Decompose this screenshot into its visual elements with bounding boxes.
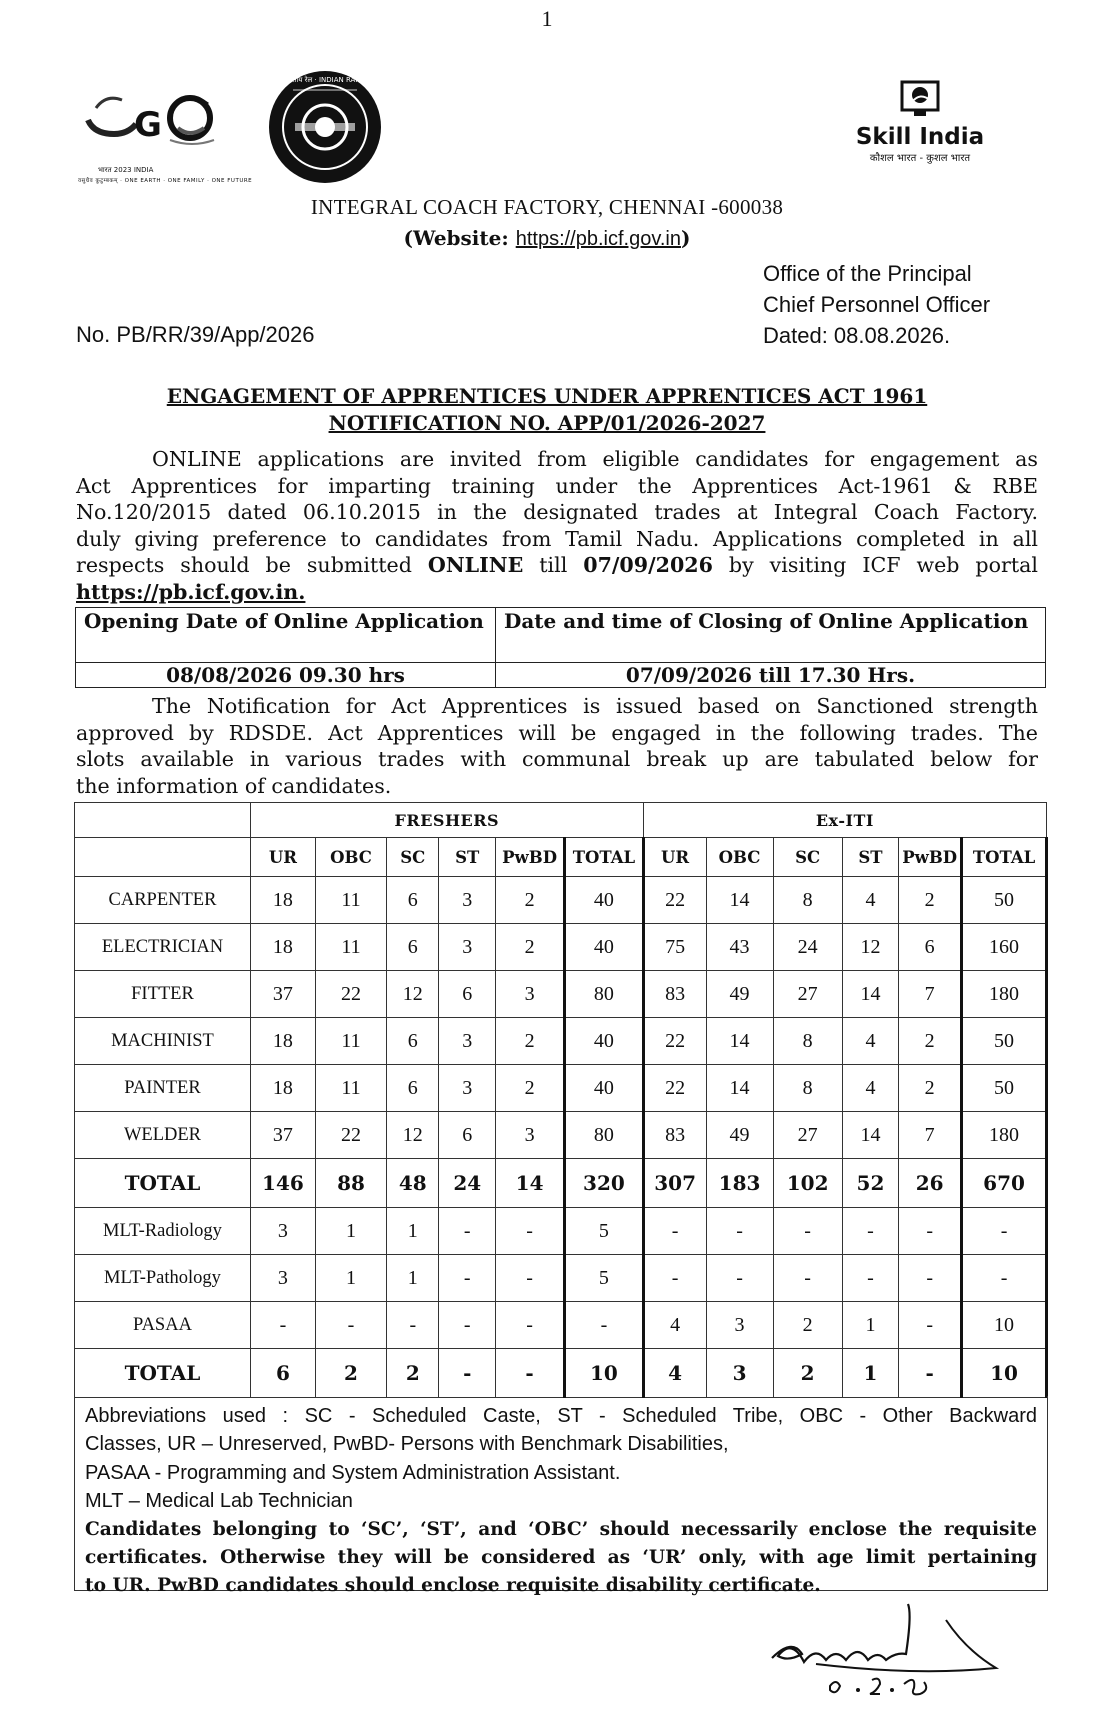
freshers-st-cell: - [439,1255,496,1302]
abbreviation-line: Classes, UR – Unreserved, PwBD- Persons with Benchmark Disabilities, [85,1433,729,1456]
freshers-pwbd-cell: 2 [496,877,565,924]
freshers-sc-cell: 6 [387,1065,439,1112]
freshers-ur-cell: 18 [250,1065,315,1112]
exiti-ur-cell: - [643,1208,706,1255]
indian-railways-logo [265,60,385,195]
exiti-st-cell: 4 [842,877,899,924]
group-ex-iti: Ex-ITI [643,803,1046,838]
freshers-obc-cell: 1 [315,1255,386,1302]
column-header-exiti-ur: UR [643,838,706,877]
exiti-obc-cell: 49 [706,1112,773,1159]
freshers-obc-cell: 11 [315,877,386,924]
column-header-exiti-st: ST [842,838,899,877]
office-block [763,258,990,351]
strength-line: approved by RDSDE. Act Apprentices will be engaged in the following trades. The [76,720,1038,745]
abbreviation-line: MLT – Medical Lab Technician [85,1490,353,1513]
column-header-freshers-st: ST [439,838,496,877]
exiti-st-cell: 1 [842,1302,899,1349]
exiti-sc-cell: 2 [773,1302,842,1349]
freshers-obc-cell: 2 [315,1349,386,1398]
opening-date-value: 08/08/2026 09.30 hrs [76,663,496,688]
intro-line: No.120/2015 dated 06.10.2015 in the designated trades at Integral Coach Factory. [76,500,1038,525]
freshers-total-cell: 5 [565,1208,644,1255]
exiti-pwbd-cell: 7 [899,1112,962,1159]
intro-line [76,552,1038,579]
dates-table [75,607,1046,688]
freshers-sc-cell: 1 [387,1208,439,1255]
title-line-2: NOTIFICATION NO. APP/01/2026-2027 [328,411,766,435]
trade-name: PASAA [75,1302,251,1349]
table-row [75,1112,1047,1159]
column-header-exiti-sc: SC [773,838,842,877]
column-trade [75,838,251,877]
freshers-sc-cell: 12 [387,1112,439,1159]
exiti-sc-cell: 8 [773,1065,842,1112]
opening-date-label: Opening Date of Online Application [76,608,496,663]
factory-name: INTEGRAL COACH FACTORY, CHENNAI -600038 [310,195,784,219]
freshers-obc-cell: 88 [315,1159,386,1208]
freshers-ur-cell: 18 [250,1018,315,1065]
freshers-total-cell: 80 [565,1112,644,1159]
closing-date-emphasis: 07/09/2026 [583,553,713,578]
column-header-freshers-obc: OBC [315,838,386,877]
column-header-freshers-ur: UR [250,838,315,877]
table-row [75,1208,1047,1255]
trade-name: ELECTRICIAN [75,924,251,971]
exiti-ur-cell: 75 [643,924,706,971]
freshers-sc-cell: 6 [387,877,439,924]
exiti-ur-cell: 22 [643,877,706,924]
freshers-obc-cell: 22 [315,1112,386,1159]
exiti-ur-cell: 83 [643,971,706,1018]
g20-caption: वसुधैव कुटुम्बकम् · ONE EARTH · ONE FAMILY · ONE FUTURE [78,178,253,184]
freshers-pwbd-cell: - [496,1349,565,1398]
page-number: 1 [541,6,553,31]
railways-text: भारतीय रेल · INDIAN RAILWAYS [283,76,381,84]
freshers-obc-cell: 11 [315,924,386,971]
exiti-pwbd-cell: - [899,1208,962,1255]
table-row [75,877,1047,924]
freshers-st-cell: 3 [439,877,496,924]
freshers-ur-cell: 37 [250,971,315,1018]
intro-text: by visiting ICF web portal [712,553,1038,578]
table-row [75,1018,1047,1065]
portal-link[interactable]: https://pb.icf.gov.in. [76,579,306,604]
exiti-pwbd-cell: 2 [899,877,962,924]
signature [760,1600,1020,1715]
trade-name: CARPENTER [75,877,251,924]
exiti-obc-cell: 14 [706,1018,773,1065]
reference-number: No. PB/RR/39/App/2026 [76,322,315,347]
trade-name: TOTAL [75,1349,251,1398]
exiti-obc-cell: - [706,1208,773,1255]
exiti-st-cell: - [842,1208,899,1255]
freshers-ur-cell: 3 [250,1208,315,1255]
g20-logo [78,70,258,190]
intro-text: respects should be submitted [76,553,428,578]
freshers-total-cell: - [565,1302,644,1349]
freshers-pwbd-cell: 14 [496,1159,565,1208]
trade-name: MACHINIST [75,1018,251,1065]
exiti-total-cell: 50 [962,1065,1047,1112]
exiti-ur-cell: 4 [643,1349,706,1398]
exiti-sc-cell: 24 [773,924,842,971]
exiti-st-cell: 14 [842,971,899,1018]
exiti-sc-cell: 102 [773,1159,842,1208]
intro-line: Act Apprentices for imparting training under the Apprentices Act-1961 & RBE [76,473,1038,498]
exiti-pwbd-cell: 7 [899,971,962,1018]
table-total-row [75,1349,1047,1398]
freshers-ur-cell: 18 [250,877,315,924]
freshers-pwbd-cell: 2 [496,1018,565,1065]
column-header-freshers-sc: SC [387,838,439,877]
strength-line: slots available in various trades with communal break up are tabulated below for [76,747,1038,772]
freshers-st-cell: 3 [439,924,496,971]
online-emphasis: ONLINE [427,553,524,578]
exiti-pwbd-cell: - [899,1302,962,1349]
exiti-obc-cell: - [706,1255,773,1302]
g20-sub-text: भारत 2023 INDIA [98,166,154,174]
column-header-freshers-pwbd: PwBD [496,838,565,877]
skill-india-logo [830,80,1010,170]
closing-date-label: Date and time of Closing of Online Application [496,608,1046,663]
dated: Dated: 08.08.2026. [763,323,951,348]
exiti-sc-cell: 2 [773,1349,842,1398]
trade-name: WELDER [75,1112,251,1159]
freshers-pwbd-cell: - [496,1208,565,1255]
exiti-total-cell: 10 [962,1302,1047,1349]
intro-line: duly giving preference to candidates from Tamil Nadu. Applications completed in all [76,526,1038,551]
table-row [75,924,1047,971]
exiti-sc-cell: 27 [773,1112,842,1159]
exiti-st-cell: - [842,1255,899,1302]
freshers-st-cell: - [439,1302,496,1349]
exiti-pwbd-cell: - [899,1255,962,1302]
freshers-ur-cell: 6 [250,1349,315,1398]
freshers-pwbd-cell: 2 [496,1065,565,1112]
trade-name: TOTAL [75,1159,251,1208]
abbreviations-box [74,1396,1048,1597]
freshers-sc-cell: 48 [387,1159,439,1208]
exiti-st-cell: 14 [842,1112,899,1159]
freshers-sc-cell: 6 [387,1018,439,1065]
exiti-total-cell: - [962,1255,1047,1302]
freshers-obc-cell: 11 [315,1065,386,1112]
exiti-pwbd-cell: 2 [899,1018,962,1065]
office-line-1: Office of the Principal [763,261,972,286]
trade-name: FITTER [75,971,251,1018]
exiti-st-cell: 4 [842,1065,899,1112]
exiti-ur-cell: - [643,1255,706,1302]
abbreviation-line: Abbreviations used : SC - Scheduled Caste, ST - Scheduled Tribe, OBC - Other Backward [85,1405,1037,1427]
website-line [0,226,1094,251]
g20-emblem-icon [78,70,258,170]
closing-date-value: 07/09/2026 till 17.30 Hrs. [496,663,1046,688]
table-total-row [75,1159,1047,1208]
column-header-exiti-total: TOTAL [962,838,1047,877]
freshers-pwbd-cell: 3 [496,971,565,1018]
strength-line: The Notification for Act Apprentices is issued based on Sanctioned strength [152,694,1038,718]
freshers-st-cell: 3 [439,1065,496,1112]
exiti-pwbd-cell: 6 [899,924,962,971]
exiti-sc-cell: 8 [773,877,842,924]
freshers-ur-cell: 3 [250,1255,315,1302]
certificate-note-line: to UR. PwBD candidates should enclose requisite disability certificate. [85,1575,821,1597]
intro-line: ONLINE applications are invited from eligible candidates for engagement as [152,447,1038,471]
website-label: (Website: [403,226,516,250]
exiti-total-cell: 160 [962,924,1047,971]
freshers-st-cell: 3 [439,1018,496,1065]
freshers-ur-cell: 146 [250,1159,315,1208]
certificate-note-line: certificates. Otherwise they will be considered as ‘UR’ only, with age limit pertaining [85,1547,1037,1569]
exiti-sc-cell: 8 [773,1018,842,1065]
column-header-exiti-obc: OBC [706,838,773,877]
freshers-obc-cell: 11 [315,1018,386,1065]
freshers-total-cell: 80 [565,971,644,1018]
svg-text:G: G [134,105,162,145]
exiti-st-cell: 52 [842,1159,899,1208]
freshers-obc-cell: - [315,1302,386,1349]
website-close: ) [680,226,691,250]
vacancy-table [74,802,1048,1398]
exiti-obc-cell: 3 [706,1302,773,1349]
exiti-st-cell: 1 [842,1349,899,1398]
abbreviation-line: PASAA - Programming and System Administration Assistant. [85,1461,621,1484]
table-row [75,971,1047,1018]
exiti-total-cell: - [962,1208,1047,1255]
freshers-total-cell: 40 [565,877,644,924]
freshers-obc-cell: 1 [315,1208,386,1255]
exiti-pwbd-cell: 2 [899,1065,962,1112]
skill-india-emblem-icon [900,80,940,118]
table-row [75,1065,1047,1112]
exiti-ur-cell: 4 [643,1302,706,1349]
exiti-ur-cell: 22 [643,1018,706,1065]
exiti-obc-cell: 3 [706,1349,773,1398]
freshers-st-cell: 24 [439,1159,496,1208]
freshers-obc-cell: 22 [315,971,386,1018]
exiti-sc-cell: - [773,1208,842,1255]
website-link[interactable]: https://pb.icf.gov.in [515,228,681,250]
trade-name: MLT-Radiology [75,1208,251,1255]
column-header-freshers-total: TOTAL [565,838,644,877]
exiti-total-cell: 670 [962,1159,1047,1208]
exiti-st-cell: 12 [842,924,899,971]
freshers-pwbd-cell: - [496,1302,565,1349]
freshers-total-cell: 40 [565,924,644,971]
freshers-pwbd-cell: - [496,1255,565,1302]
certificate-note-line: Candidates belonging to ‘SC’, ‘ST’, and ‘OBC’ should necessarily enclose the requisite [85,1518,1037,1540]
freshers-st-cell: 6 [439,971,496,1018]
table-row [75,1255,1047,1302]
exiti-total-cell: 50 [962,877,1047,924]
exiti-total-cell: 180 [962,1112,1047,1159]
exiti-sc-cell: 27 [773,971,842,1018]
exiti-obc-cell: 183 [706,1159,773,1208]
exiti-pwbd-cell: 26 [899,1159,962,1208]
freshers-st-cell: 6 [439,1112,496,1159]
freshers-total-cell: 40 [565,1065,644,1112]
exiti-total-cell: 10 [962,1349,1047,1398]
freshers-sc-cell: 2 [387,1349,439,1398]
exiti-ur-cell: 22 [643,1065,706,1112]
exiti-sc-cell: - [773,1255,842,1302]
signature-scribble-icon [760,1600,1020,1715]
trade-name: PAINTER [75,1065,251,1112]
freshers-total-cell: 10 [565,1349,644,1398]
group-freshers: FRESHERS [250,803,643,838]
intro-text: till [523,553,584,578]
office-line-2: Chief Personnel Officer [763,292,991,317]
freshers-st-cell: - [439,1208,496,1255]
trade-name: MLT-Pathology [75,1255,251,1302]
freshers-sc-cell: 6 [387,924,439,971]
exiti-ur-cell: 307 [643,1159,706,1208]
intro-paragraph [76,446,1038,606]
skill-india-tagline: कौशल भारत - कुशल भारत [869,153,971,164]
table-corner [75,803,251,838]
freshers-sc-cell: 12 [387,971,439,1018]
table-row [75,1302,1047,1349]
exiti-obc-cell: 49 [706,971,773,1018]
strength-line: the information of candidates. [76,773,392,798]
column-header-exiti-pwbd: PwBD [899,838,962,877]
exiti-obc-cell: 43 [706,924,773,971]
exiti-obc-cell: 14 [706,1065,773,1112]
title-line-1: ENGAGEMENT OF APPRENTICES UNDER APPRENTICES ACT 1961 [166,384,928,408]
freshers-st-cell: - [439,1349,496,1398]
freshers-ur-cell: 37 [250,1112,315,1159]
freshers-ur-cell: 18 [250,924,315,971]
exiti-ur-cell: 83 [643,1112,706,1159]
freshers-pwbd-cell: 3 [496,1112,565,1159]
skill-india-name: Skill India [855,124,985,150]
freshers-sc-cell: - [387,1302,439,1349]
freshers-pwbd-cell: 2 [496,924,565,971]
freshers-total-cell: 320 [565,1159,644,1208]
freshers-total-cell: 40 [565,1018,644,1065]
strength-paragraph [76,693,1038,799]
freshers-total-cell: 5 [565,1255,644,1302]
exiti-total-cell: 180 [962,971,1047,1018]
freshers-sc-cell: 1 [387,1255,439,1302]
exiti-st-cell: 4 [842,1018,899,1065]
exiti-pwbd-cell: - [899,1349,962,1398]
exiti-obc-cell: 14 [706,877,773,924]
exiti-total-cell: 50 [962,1018,1047,1065]
freshers-ur-cell: - [250,1302,315,1349]
